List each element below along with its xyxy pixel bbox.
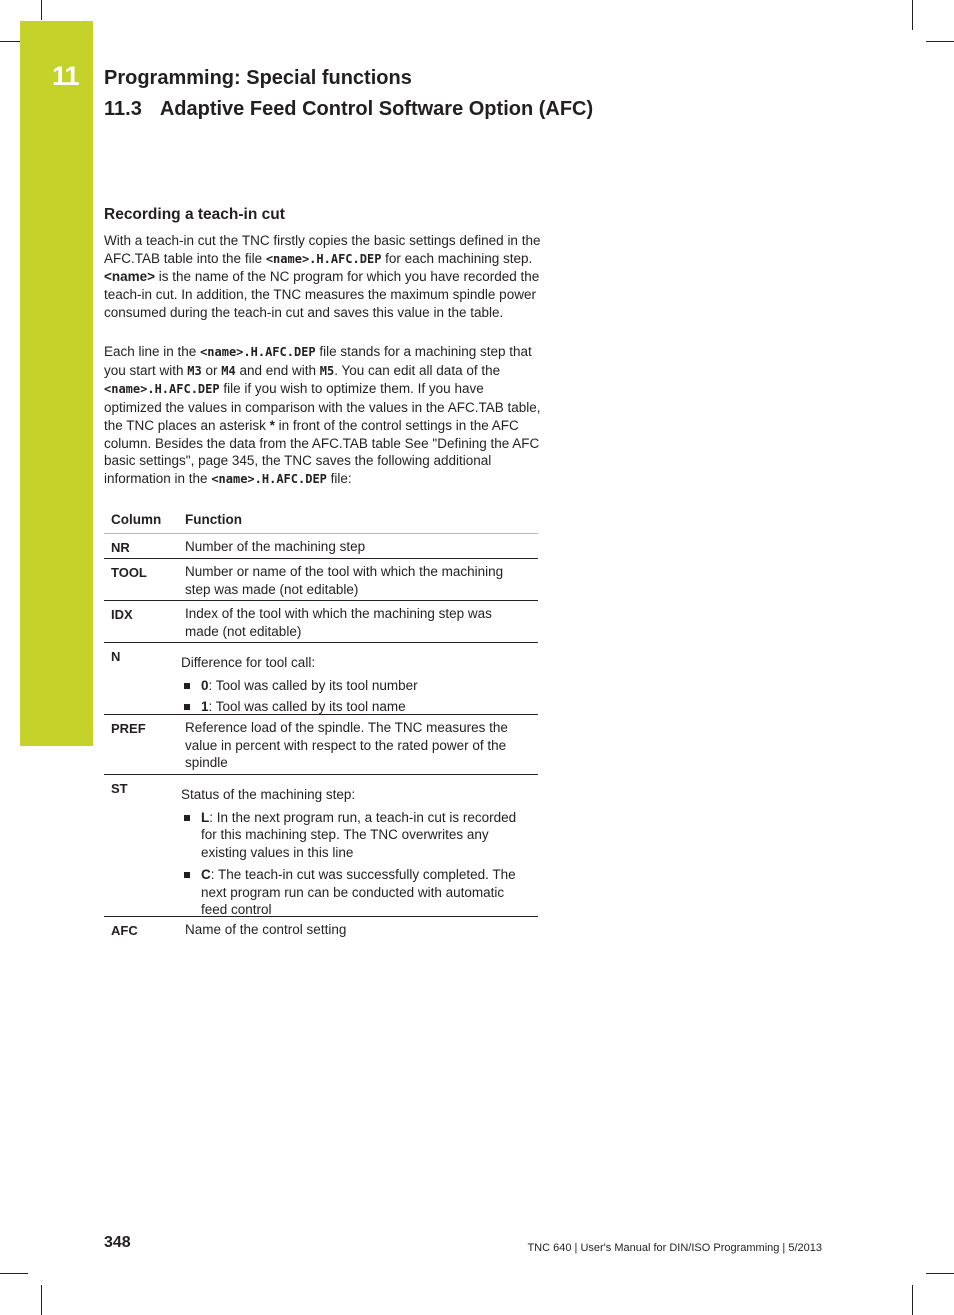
table-row [104, 534, 538, 559]
crop-mark [41, 1285, 42, 1315]
page-number: 348 [104, 1234, 131, 1251]
table-header [104, 510, 538, 534]
section-name: Adaptive Feed Control Software Option (AFC) [159, 98, 594, 120]
crop-mark [926, 1273, 954, 1274]
table-row [104, 601, 538, 643]
chapter-title: Programming: Special functions [104, 67, 412, 89]
row-key: NR [111, 540, 130, 555]
paragraph-details: Each line in the <name>.H.AFC.DEP file stands for a machining step that you start with M3 or M4 and end with M5. You can edit all data of the <name>.H.AFC.DEP file if you wish to optimize them. If you have optimized the values in comparison with the values in the AFC.TAB table, the TNC places an asterisk * in front of the control settings in the AFC column. Besides the data from the AFC.TAB table See "Defining the AFC basic settings", page 345, the TNC saves the following additional information in the <name>.H.AFC.DEP file: [104, 344, 541, 486]
row-desc: Index of the tool with which the machining step was made (not editable) [185, 606, 492, 639]
row-desc: Name of the control setting [185, 922, 347, 937]
crop-mark [0, 1273, 28, 1274]
row-key: AFC [111, 923, 138, 938]
row-key: PREF [111, 721, 146, 736]
table-row [104, 559, 538, 601]
chapter-number: 11 [52, 61, 79, 91]
row-desc: Number of the machining step [185, 539, 366, 554]
row-key: IDX [111, 607, 133, 622]
row-desc-intro: Status of the machining step: [181, 787, 356, 802]
row-desc: Number or name of the tool with which the machining step was made (not editable) [185, 564, 504, 597]
chapter-tab [20, 21, 93, 746]
crop-mark [0, 41, 20, 42]
paragraph-intro: With a teach-in cut the TNC firstly copies the basic settings defined in the AFC.TAB table into the file <name>.H.AFC.DEP for each machining step. <name> is the name of the NC program for which you have recorded the teach-in cut. In addition, the TNC measures the maximum spindle power consumed during the teach-in cut and saves this value in the table. [104, 233, 541, 320]
header-function: Function [185, 512, 242, 527]
table-row [104, 775, 538, 917]
table-row [104, 643, 538, 715]
bullet-square-icon [184, 704, 190, 710]
row-key: N [111, 649, 121, 664]
subsection-heading: Recording a teach-in cut [104, 206, 285, 223]
bullet-list [181, 809, 521, 919]
table-row [104, 715, 538, 775]
bullet-square-icon [184, 872, 190, 878]
list-item: 1: Tool was called by its tool name [181, 698, 521, 716]
section-title [104, 98, 593, 121]
header-column: Column [111, 512, 162, 527]
list-item: 0: Tool was called by its tool number [181, 677, 521, 695]
row-key: ST [111, 781, 128, 796]
row-desc [181, 786, 521, 923]
footer-text: TNC 640 | User's Manual for DIN/ISO Programming | 5/2013 [527, 1242, 822, 1254]
table-row [104, 917, 538, 943]
row-key: TOOL [111, 565, 147, 580]
row-desc: Reference load of the spindle. The TNC measures the value in percent with respect to the rated power of the spindle [185, 720, 508, 771]
bullet-list [181, 677, 521, 716]
crop-mark [912, 1285, 913, 1315]
bullet-square-icon [184, 815, 190, 821]
crop-mark [912, 0, 913, 30]
crop-mark [41, 0, 42, 20]
list-item: L: In the next program run, a teach-in cut is recorded for this machining step. The TNC overwrites any existing values in this line [181, 809, 521, 862]
list-item: C: The teach-in cut was successfully completed. The next program run can be conducted with automatic feed control [181, 866, 521, 919]
column-table [104, 510, 538, 943]
row-desc [181, 654, 521, 720]
bullet-square-icon [184, 683, 190, 689]
crop-mark [926, 41, 954, 42]
section-number: 11.3 [104, 98, 142, 120]
row-desc-intro: Difference for tool call: [181, 655, 316, 670]
